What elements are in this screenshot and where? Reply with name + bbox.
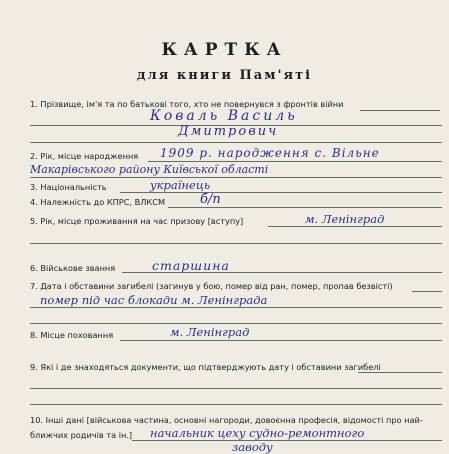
field-7-line-a <box>30 307 442 308</box>
field-2-line-b <box>30 177 442 178</box>
field-4-line <box>168 207 442 208</box>
field-5-line-b <box>30 243 442 244</box>
field-6-label: 6. Військове звання <box>30 263 116 273</box>
field-1-value-line2: Дмитрович <box>178 124 279 139</box>
field-3-line <box>120 192 442 193</box>
field-6-value: старшина <box>152 258 230 273</box>
field-1-value-line1: Коваль Василь <box>150 108 298 124</box>
card-title: КАРТКА <box>161 40 288 60</box>
card-subtitle: для книги Пам'яті <box>136 68 313 83</box>
field-3-value: українець <box>150 178 211 192</box>
field-7-label: 7. Дата і обставини загибелі (загинув у бою, помер від ран, помер, пропав безвісті) <box>30 281 393 291</box>
field-9-line-b <box>30 404 442 405</box>
field-1-label: 1. Прізвище, ім'я та по батькові того, хто не повернувся з фронтів війни <box>30 99 344 109</box>
field-2-label: 2. Рік, місце народження <box>30 151 139 161</box>
field-9-label: 9. Які і де знаходяться документи, що підтверджують дату і обставини загибелі <box>30 362 381 372</box>
field-2-line-a <box>148 161 442 162</box>
field-2-value-line1: 1909 р. народження с. Вільне <box>160 146 380 160</box>
field-8-label: 8. Місце поховання <box>30 330 114 340</box>
field-10-label-line1: 10. Інші дані [військова частина, основні нагороди, довоєнна професія, відомості про най- <box>30 415 423 425</box>
field-2-value-line2: Макарівського району Київської області <box>30 163 269 176</box>
field-1-line-b <box>30 142 442 143</box>
field-10-value-line1: начальник цеху судно-ремонтного <box>150 426 365 440</box>
field-8-line <box>120 340 442 341</box>
field-6-line <box>122 272 442 273</box>
field-9-line-a <box>30 388 442 389</box>
field-5-value: м. Ленінград <box>305 212 385 226</box>
field-9-line-end <box>358 372 442 373</box>
field-5-line-a <box>268 226 442 227</box>
field-5-label: 5. Рік, місце проживання на час призову [вступу] <box>30 216 244 226</box>
field-7-line-b <box>30 323 442 324</box>
field-10-value-line2: заводу <box>232 440 273 454</box>
field-10-line <box>132 440 442 441</box>
field-4-value: б/п <box>200 192 221 207</box>
field-1-line-end <box>360 110 440 111</box>
field-7-value: помер під час блокади м. Ленінграда <box>40 293 268 307</box>
field-10-label-line2: ближчих родичів та ін.] <box>30 430 133 440</box>
field-8-value: м. Ленінград <box>170 325 250 339</box>
field-3-label: 3. Національність <box>30 182 107 192</box>
field-4-label: 4. Належність до КПРС, ВЛКСМ <box>30 197 166 207</box>
field-7-line-end <box>412 291 442 292</box>
